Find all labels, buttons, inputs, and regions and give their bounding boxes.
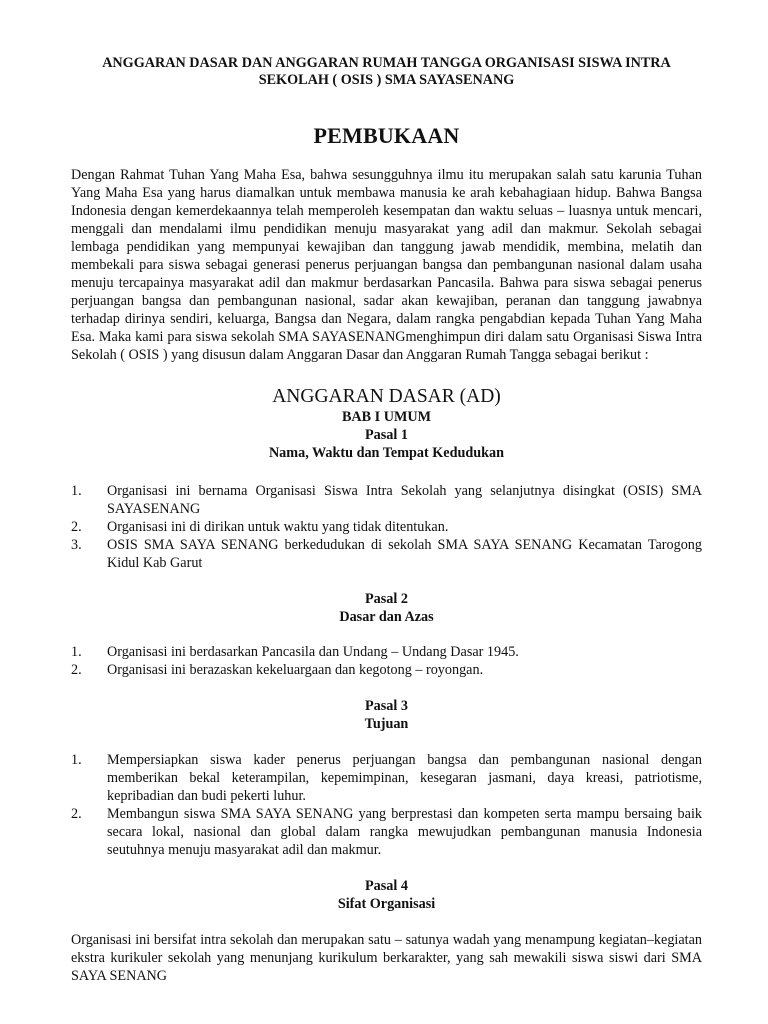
opening-heading: PEMBUKAAN	[313, 123, 460, 148]
pasal3-list	[71, 751, 702, 859]
pasal3-label: Pasal 3	[365, 698, 408, 714]
list-item: 1. Organisasi ini bernama Organisasi Siswa Intra Sekolah yang selanjutnya disingkat (OSIS) SMA SAYASENANG	[71, 483, 702, 517]
opening-paragraph: Dengan Rahmat Tuhan Yang Maha Esa, bahwa sesungguhnya ilmu itu merupakan salah satu karunia Tuhan Yang Maha Esa yang harus diamalkan untuk membawa manusia ke arah kebahagiaan hidup. Bahwa Bangsa Indonesia dengan kemerdekaannya telah memperoleh kesempatan dan waktu seluas – luasnya untuk mencari, menggali dan mendalami ilmu pendidikan menuju masyarakat yang adil dan makmur. Sekolah sebagai lembaga pendidikan yang mempunyai kewajiban dan tanggung jawab mendidik, membina, melatih dan membekali para siswa sebagai generasi penerus perjuangan bangsa dan pembangunan nasional dalam usaha menuju tercapainya masyarakat adil dan makmur berdasarkan Pancasila. Bahwa para siswa sebagai penerus perjuangan bangsa dan pembangunan nasional, sadar akan kewajiban, peranan dan tanggung jawabnya terhadap dirinya sendiri, keluarga, Bangsa dan Negara, dalam rangka pengabdian kepada Tuhan Yang Maha Esa. Maka kami para siswa sekolah SMA SAYASENANGmenghimpun diri dalam satu Organisasi Siswa Intra Sekolah ( OSIS ) yang disusun dalam Anggaran Dasar dan Anggaran Rumah Tangga sebagai berikut :	[71, 167, 702, 363]
pasal4-paragraph: Organisasi ini bersifat intra sekolah dan merupakan satu – satunya wadah yang menampung kegiatan–kegiatan ekstra kurikuler sekolah yang menunjang kurikulum berkarakter, yang sah mewakili siswa siswi dari SMA SAYA SENANG	[71, 932, 702, 984]
pasal4-label: Pasal 4	[365, 878, 408, 894]
pasal2-label: Pasal 2	[365, 591, 408, 607]
list-item: 2. Organisasi ini di dirikan untuk waktu yang tidak ditentukan.	[71, 519, 449, 535]
pasal2-list	[71, 643, 702, 679]
pasal2-title: Dasar dan Azas	[339, 609, 434, 625]
document-title-line2: SEKOLAH ( OSIS ) SMA SAYASENANG	[258, 72, 515, 88]
pasal1-label: Pasal 1	[365, 427, 408, 443]
pasal4-title: Sifat Organisasi	[337, 896, 436, 912]
list-item: 3. OSIS SMA SAYA SENANG berkedudukan di sekolah SMA SAYA SENANG Kecamatan Tarogong Kidul Kab Garut	[71, 537, 702, 571]
list-item: 2. Membangun siswa SMA SAYA SENANG yang berprestasi dan kompeten serta mampu bersaing baik secara lokal, nasional dan global dalam rangka mewujudkan pembangunan manusia Indonesia seutuhnya menuju masyarakat adil dan makmur.	[71, 806, 702, 858]
list-item: 2. Organisasi ini berazaskan kekeluargaan dan kegotong – royongan.	[71, 662, 484, 678]
ad-heading: ANGGARAN DASAR (AD)	[272, 386, 501, 407]
pasal1-title: Nama, Waktu dan Tempat Kedudukan	[268, 445, 505, 461]
pasal1-list	[71, 482, 702, 572]
list-item: 1. Organisasi ini berdasarkan Pancasila dan Undang – Undang Dasar 1945.	[71, 644, 519, 660]
document-title-line1: ANGGARAN DASAR DAN ANGGARAN RUMAH TANGGA ORGANISASI SISWA INTRA	[102, 55, 671, 71]
pasal3-title: Tujuan	[364, 716, 409, 732]
document-page	[71, 55, 702, 985]
bab1-heading: BAB I UMUM	[341, 409, 432, 425]
list-item: 1. Mempersiapkan siswa kader penerus perjuangan bangsa dan pembangunan nasional dengan memberikan bekal keterampilan, kepemimpinan, kesegaran jasmani, daya kreasi, patriotisme, kepribadian dan budi pekerti luhur.	[71, 752, 702, 804]
